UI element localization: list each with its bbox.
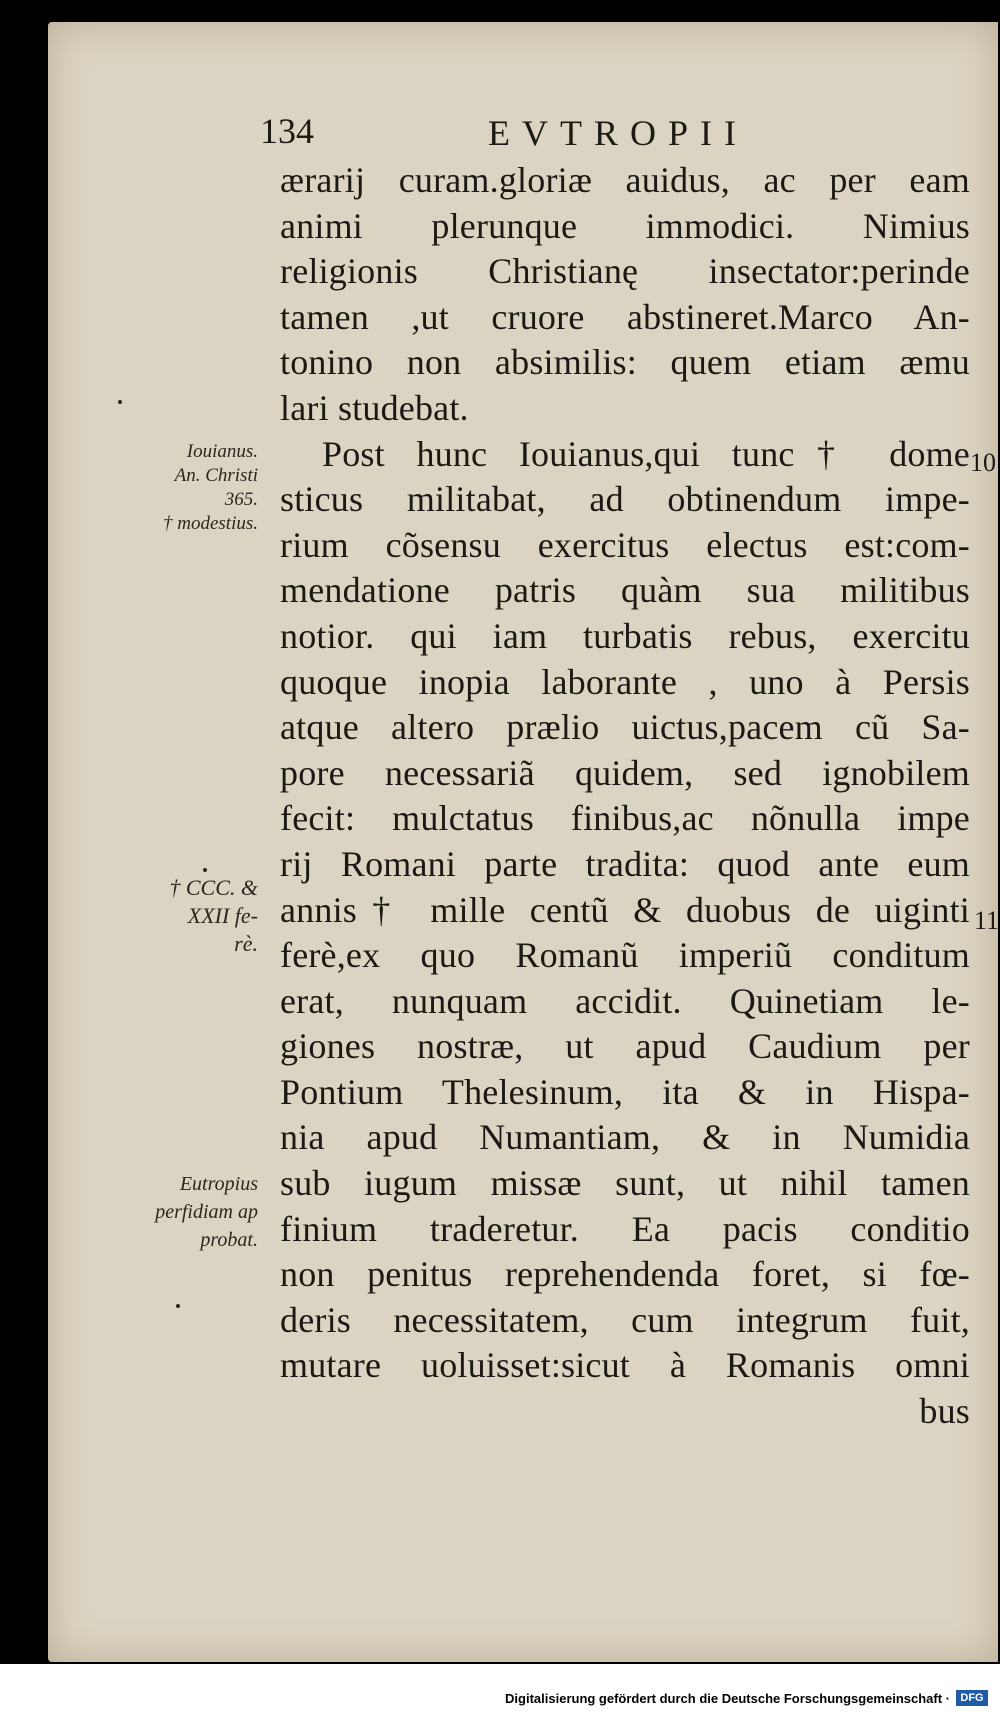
margin-note-line: probat. [200,1229,258,1251]
margin-note-line: XXII fe- [187,903,258,928]
text-line: atque altero prælio uictus,pacem cũ Sa- [280,707,970,748]
running-title: EVTROPII [488,113,748,153]
text-line: quoque inopia laborante , uno à Persis [280,661,970,702]
text-line: erat, nunquam accidit. Quinetiam le- [280,980,970,1021]
ink-spot [176,1304,180,1308]
ink-spot [203,868,207,872]
text-line: pore necessariã quidem, sed ignobilem [280,752,970,793]
text-line: finium traderetur. Ea pacis conditio [280,1208,970,1249]
text-line: ærarij curam.gloriæ auidus, ac per eam [280,160,970,200]
text-line: tonino non absimilis: quem etiam æmu [280,342,970,383]
margin-note-ccc [68,874,258,958]
text-line: ferè,ex quo Romanũ imperiũ conditum [280,935,970,976]
footer-credit: Digitalisierung gefördert durch die Deutsche Forschungsgemeinschaft · [505,1691,950,1706]
margin-note-line: rè. [234,931,258,956]
text-line: nia apud Numantiam, & in Numidia [280,1117,970,1158]
dfg-logo: DFG [956,1690,988,1706]
footer-bar [0,1664,1000,1712]
book-page [48,22,998,1662]
text-line: mutare uoluisset:sicut à Romanis omni [280,1345,970,1386]
line-number-10: 10 [970,448,996,477]
text-line: religionis Christianę insectator:perinde [280,251,970,292]
text-line: tamen ,ut cruore abstineret.Marco An- [280,296,970,337]
margin-note-line: † modestius. [163,513,258,534]
margin-note-line: 365. [224,489,258,510]
text-line: rium cõsensu exercitus electus est:com- [280,524,970,565]
margin-note-line: Iouianus. [186,441,258,462]
margin-note-eutropius [68,1170,258,1254]
text-line: animi plerunque immodici. Nimius [280,205,970,246]
text-line: Post hunc Iouianus,qui tunc† dome [322,433,970,474]
margin-note-line: † CCC. & [169,875,258,900]
text-line: rij Romani parte tradita: quod ante eum [280,843,970,884]
page-number: 134 [260,111,314,151]
main-text [280,158,970,1435]
line-number-11: 11 [974,906,1000,935]
text-line: annis† mille centũ & duobus de uiginti [280,889,970,930]
margin-note-line: An. Christi [174,465,258,486]
text-line: Pontium Thelesinum, ita & in Hispa- [280,1071,970,1112]
text-line: notior. qui iam turbatis rebus, exercitu [280,615,970,656]
text-line: bus [919,1391,970,1432]
margin-note-line: Eutropius [179,1173,258,1195]
text-line: sub iugum missæ sunt, ut nihil tamen [280,1163,970,1204]
text-line: deris necessitatem, cum integrum fuit, [280,1299,970,1340]
text-line: lari studebat. [280,387,469,428]
text-line: sticus militabat, ad obtinendum impe- [280,479,970,520]
ink-spot [118,400,122,404]
margin-note-line: perfidiam ap [155,1201,258,1223]
text-line: non penitus reprehendenda foret, si fœ- [280,1254,970,1295]
text-line: giones nostræ, ut apud Caudium per [280,1026,970,1067]
margin-note-iouianus [68,440,258,536]
text-line: fecit: mulctatus finibus,ac nõnulla impe [280,798,970,839]
text-line: mendatione patris quàm sua militibus [280,570,970,611]
